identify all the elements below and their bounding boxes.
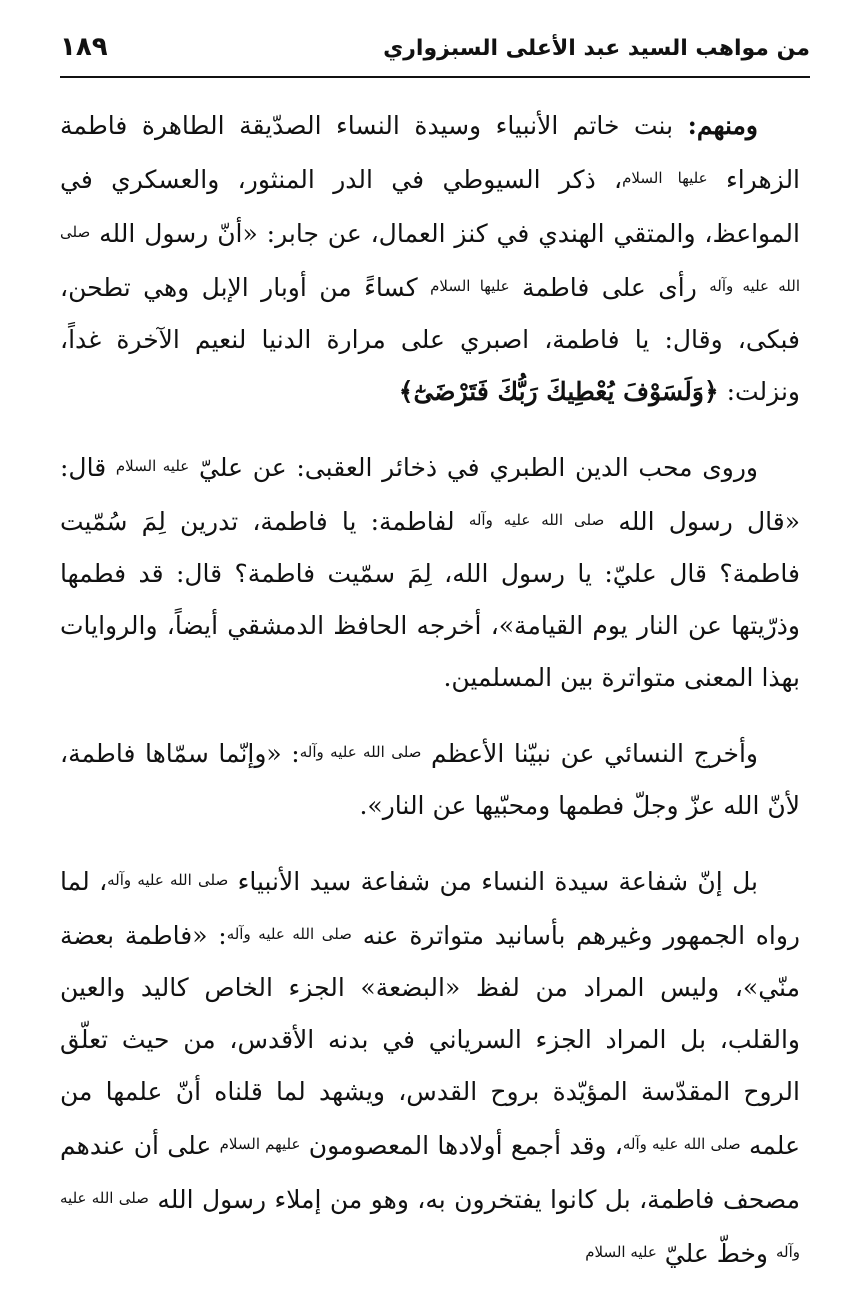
text-segment: قال: «قال رسول الله xyxy=(60,453,800,536)
paragraph-intercession xyxy=(60,854,800,1280)
quran-verse: ﴿وَلَسَوْفَ يُعْطِيكَ رَبُّكَ فَتَرْضَىٰٓ﴾ xyxy=(398,377,719,406)
honorific-symbol: صلى الله عليه وآله xyxy=(60,1189,800,1261)
text-segment: ، وقد أجمع أولادها المعصومون xyxy=(300,1131,623,1160)
text-segment: ، لما رواه الجمهور وغيرهم بأسانيد متواترة عنه xyxy=(60,867,800,950)
honorific-symbol: عليها السلام xyxy=(622,169,708,187)
text-segment: وروى محب الدين الطبري في ذخائر العقبى: عن عليّ xyxy=(189,453,759,482)
text-segment: وأخرج النسائي عن نبيّنا الأعظم xyxy=(421,739,758,768)
paragraph-nasai xyxy=(60,726,800,832)
honorific-symbol: صلى الله عليه وآله xyxy=(60,223,800,295)
text-segment: رأى على فاطمة xyxy=(509,273,710,302)
text-segment: وخطّ عليّ xyxy=(656,1239,776,1268)
honorific-symbol: عليه السلام xyxy=(115,457,190,475)
text-segment: بنت خاتم الأنبياء وسيدة النساء الصدّيقة الطاهرة فاطمة الزهراء xyxy=(60,111,801,194)
text-segment: : «فاطمة بعضة منّي»، وليس المراد من لفظ «البضعة» الجزء الخاص كاليد والعين والقلب، بل المراد الجزء السرياني في بدنه الأقدس، من حيث تعلّق الروح المقدّسة المؤيّدة بروح القدس، ويشهد لما قلناه أنّ علمها من علمه xyxy=(60,921,801,1160)
page-number: ١٨٩ xyxy=(60,32,108,62)
paragraph-tabari xyxy=(60,440,800,704)
honorific-symbol: عليه السلام xyxy=(585,1243,657,1261)
text-segment: ، ذكر السيوطي في الدر المنثور، والعسكري في المواعظ، والمتقي الهندي في كنز العمال، عن جابر: «أنّ رسول الله xyxy=(60,165,800,248)
running-title: من مواهب السيد عبد الأعلى السبزواري xyxy=(383,36,810,61)
paragraph-fatima-intro xyxy=(60,100,800,418)
honorific-symbol: صلى الله عليه وآله xyxy=(622,1135,741,1153)
honorific-symbol: صلى الله عليه وآله xyxy=(107,871,229,889)
text-segment: لفاطمة: يا فاطمة، تدرين لِمَ سُمّيت فاطمة؟ قال عليّ: يا رسول الله، لِمَ سمّيت فاطمة؟ قال: قد فطمها وذرّيتها عن النار يوم القيامة»، أخرجه الحافظ الدمشقي أيضاً، والروايات بهذا المعنى متواترة بين المسلمين. xyxy=(60,507,800,692)
text-segment: كساءً من أوبار الإبل وهي تطحن، فبكى، وقال: يا فاطمة، اصبري على مرارة الدنيا لنعيم الآخرة غداً، ونزلت: xyxy=(60,273,800,406)
honorific-symbol: عليهم السلام xyxy=(219,1135,301,1153)
honorific-symbol: عليها السلام xyxy=(430,277,510,295)
honorific-symbol: صلى الله عليه وآله xyxy=(468,511,605,529)
text-segment: بل إنّ شفاعة سيدة النساء من شفاعة سيد الأنبياء xyxy=(228,867,759,896)
honorific-symbol: صلى الله عليه وآله xyxy=(226,925,352,943)
page-header xyxy=(60,28,810,78)
paragraph-lead: ومنهم: xyxy=(687,111,758,140)
honorific-symbol: صلى الله عليه وآله xyxy=(299,743,422,761)
body-text xyxy=(60,100,800,1302)
text-segment: على أن عندهم مصحف فاطمة، بل كانوا يفتخرون به، وهو من إملاء رسول الله xyxy=(60,1131,800,1214)
text-segment: : «وإنّما سمّاها فاطمة، لأنّ الله عزّ وجلّ فطمها ومحبّيها عن النار». xyxy=(60,739,800,820)
